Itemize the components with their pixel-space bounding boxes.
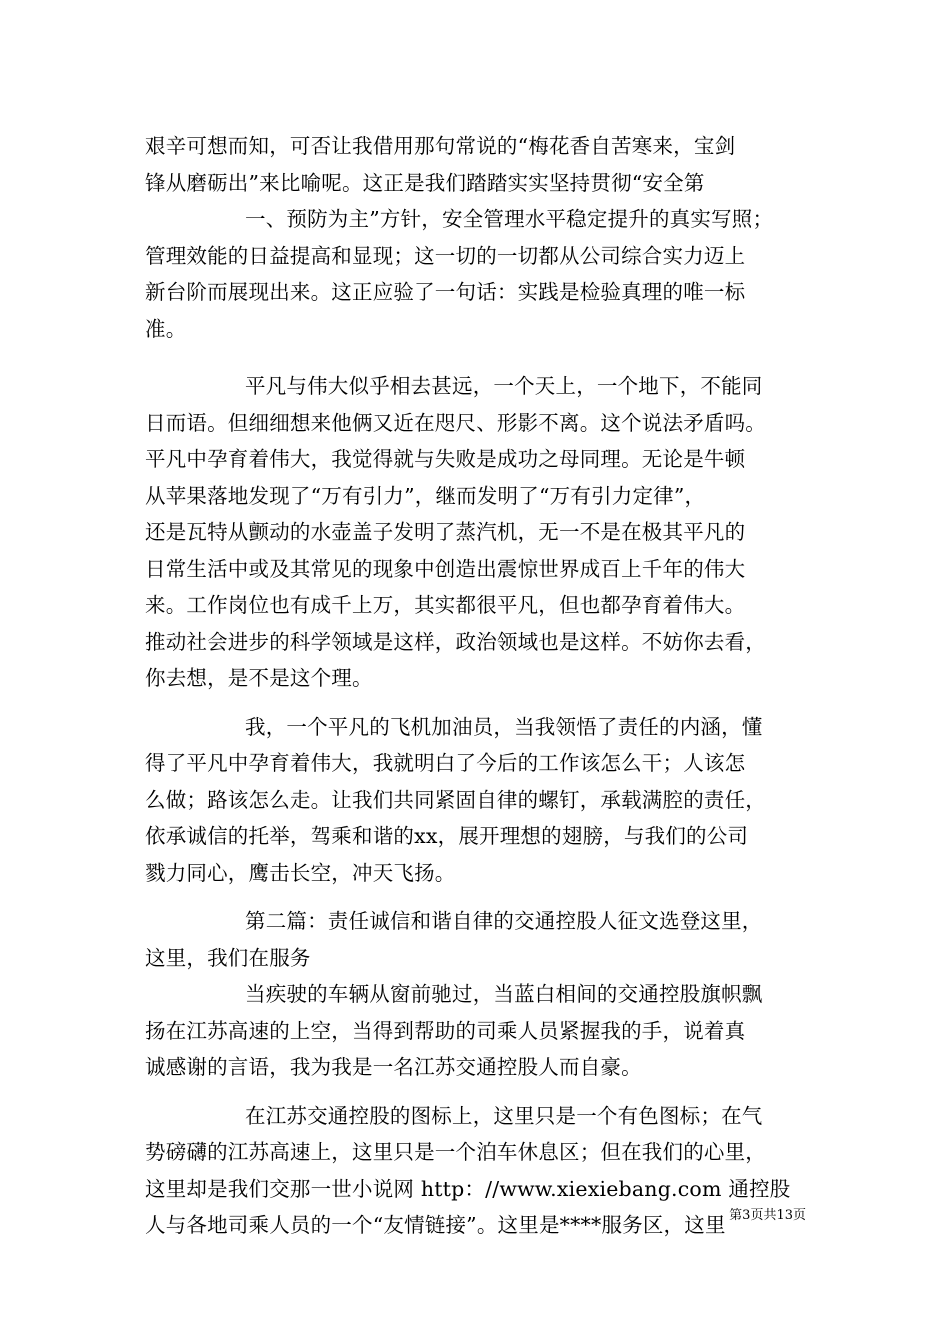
paragraph-start: 当疾驶的车辆从窗前驰过，当蓝白相间的交通控股旗帜飘 — [245, 982, 763, 1006]
paragraph-start: 平凡与伟大似乎相去甚远，一个天上，一个地下，不能同 — [245, 374, 763, 398]
text-line: 新台阶而展现出来。这正应验了一句话：实践是检验真理的唯一标 — [145, 280, 746, 304]
text-line: 依承诚信的托举，驾乘和谐的xx，展开理想的翅膀，与我们的公司 — [145, 824, 749, 848]
text-line: 管理效能的日益提高和显现；这一切的一切都从公司综合实力迈上 — [145, 243, 746, 268]
page-number-footer: 第3页共13页 — [729, 1208, 806, 1223]
text-line: 诚感谢的言语，我为我是一名江苏交通控股人而自豪。 — [145, 1055, 642, 1079]
text-line: 扬在江苏高速的上空，当得到帮助的司乘人员紧握我的手，说着真 — [145, 1018, 746, 1043]
text-line: 人与各地司乘人员的一个“友情链接”。这里是****服务区，这里 — [145, 1213, 726, 1237]
text-line: 日而语。但细细想来他俩又近在咫尺、形影不离。这个说法矛盾吗。 — [145, 410, 766, 435]
section-heading-continued: 这里，我们在服务 — [145, 945, 311, 970]
text-line: 势磅礴的江苏高速上，这里只是一个泊车休息区；但在我们的心里， — [145, 1140, 766, 1164]
text-line: 你去想，是不是这个理。 — [145, 666, 373, 690]
text-line: 锋从磨砺出”来比喻呢。这正是我们踏踏实实坚持贯彻“安全第 — [145, 170, 705, 195]
text-line: 准。 — [145, 316, 187, 341]
paragraph-start: 在江苏交通控股的图标上，这里只是一个有色图标；在气 — [245, 1103, 763, 1128]
text-line: 来。工作岗位也有成千上万，其实都很平凡，但也都孕育着伟大。 — [145, 593, 746, 617]
section-heading: 第二篇：责任诚信和谐自律的交通控股人征文选登这里， — [245, 909, 763, 933]
text-line: 从苹果落地发现了“万有引力”，继而发明了“万有引力定律”， — [145, 483, 706, 508]
text-line: 得了平凡中孕育着伟大，我就明白了今后的工作该怎么干；人该怎 — [145, 751, 746, 775]
text-line: 日常生活中或及其常见的现象中创造出震惊世界成百上千年的伟大 — [145, 556, 746, 581]
text-line: 推动社会进步的科学领域是这样，政治领域也是这样。不妨你去看， — [145, 629, 766, 654]
paragraph-start: 我，一个平凡的飞机加油员，当我领悟了责任的内涵，懂 — [245, 714, 763, 739]
text-line: 这里却是我们交那一世小说网 http：//www.xiexiebang.com 通控股 — [145, 1176, 791, 1201]
text-line: 平凡中孕育着伟大，我觉得就与失败是成功之母同理。无论是牛顿 — [145, 447, 746, 471]
text-line: 一、预防为主”方针，安全管理水平稳定提升的真实写照； — [245, 207, 774, 231]
text-line: 戮力同心，鹰击长空，冲天飞扬。 — [145, 860, 456, 885]
text-line: 么做；路该怎么走。让我们共同紧固自律的螺钉，承载满腔的责任， — [145, 787, 766, 812]
text-line: 艰辛可想而知，可否让我借用那句常说的“梅花香自苦寒来，宝剑 — [145, 134, 736, 158]
body-text — [145, 128, 835, 1244]
text-line: 还是瓦特从颤动的水壶盖子发明了蒸汽机，无一不是在极其平凡的 — [145, 520, 746, 544]
